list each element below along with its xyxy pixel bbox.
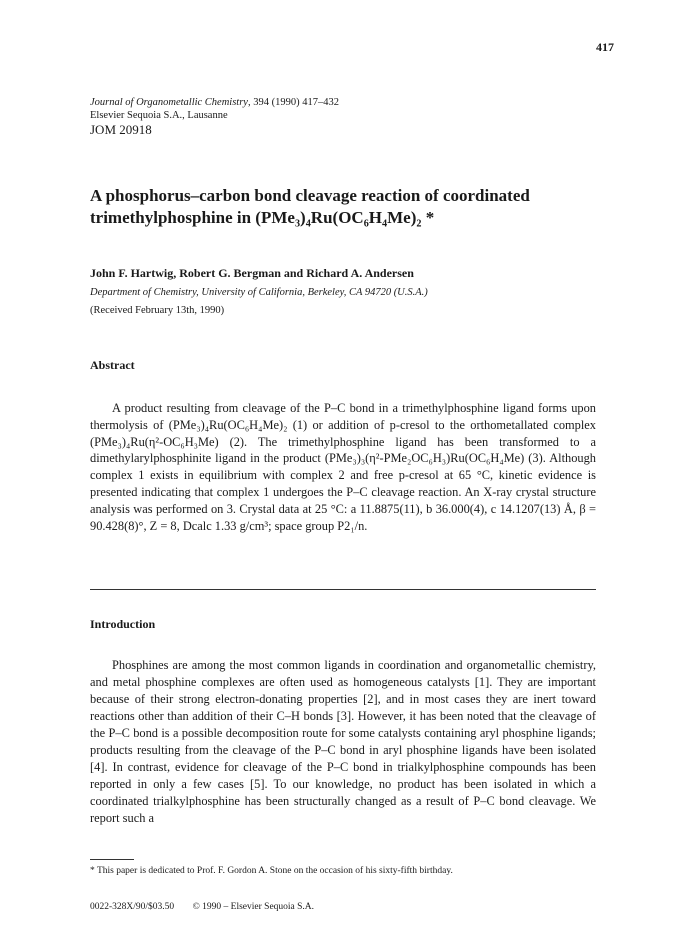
journal-info — [90, 96, 339, 122]
publisher: Elsevier Sequoia S.A., Lausanne — [90, 110, 228, 121]
journal-citation-line — [90, 96, 339, 109]
affiliation: Department of Chemistry, University of California, Berkeley, CA 94720 (U.S.A.) — [90, 287, 428, 298]
issn-price: 0022-328X/90/$03.50 — [90, 902, 175, 912]
article-title: A phosphorus–carbon bond cleavage reaction of coordinated trimethylphosphine in (PMe₃)₄Ru(OC₆H₄Me)₂ * — [90, 186, 530, 227]
abstract-text: A product resulting from cleavage of the P–C bond in a trimethylphosphine ligand forms upon thermolysis of (PMe₃)₄Ru(OC₆H₄Me)₂ (1) or addition of p-cresol to the orthometallated complex (PMe₃)₄Ru(η²-OC₆H₃Me) (2). The trimethylphosphine ligand has been transformed to a dimethylarylphosphinite ligand in the product (PMe₃)₃(η²-PMe₂OC₆H₃)Ru(OC₆H₄Me) (3). Although complex 1 exists in equilibrium with complex 2 and free p-cresol at 65 °C, kinetic evidence is presented indicating that complex 1 undergoes the P–C cleavage reaction. An X-ray crystal structure analysis was performed on 3. Crystal data at 25 °C: a 11.8875(11), b 36.000(4), c 14.1207(13) Å, β = 90.428(8)°, Z = 8, Dcalc 1.33 g/cm³; space group P2₁/n. — [90, 401, 596, 533]
introduction-heading: Introduction — [90, 617, 156, 631]
journal-name: Journal of Organometallic Chemistry — [90, 97, 248, 108]
section-divider — [90, 589, 596, 590]
page-number: 417 — [596, 40, 614, 54]
footnote: * This paper is dedicated to Prof. F. Gordon A. Stone on the occasion of his sixty-fifth birthday. — [90, 866, 453, 876]
footnote-divider — [90, 859, 134, 860]
copyright: © 1990 – Elsevier Sequoia S.A. — [192, 902, 315, 912]
introduction-text: Phosphines are among the most common ligands in coordination and organometallic chemistry, and metal phosphine complexes are often used as homogeneous catalysts [1]. They are important because of their strong electron-donating properties [2], and in most cases they are inert toward reactions other than addition of their C–H bonds [3]. However, it has been noted that the cleavage of the P–C bond is a possible decomposition route for some catalysts containing aryl phosphine ligands; products resulting from the cleavage of the P–C bond in aryl phosphine ligands have been isolated [4]. In contrast, evidence for cleavage of the P–C bond in trialkylphosphine compounds has been reported in only a few cases [5]. To our knowledge, no product has been isolated in which a coordinated trialkylphosphine has been structurally changed as a result of P–C bond cleavage. We report such a — [90, 658, 596, 825]
authors: John F. Hartwig, Robert G. Bergman and Richard A. Andersen — [90, 266, 414, 280]
abstract-heading: Abstract — [90, 358, 135, 372]
received-date: (Received February 13th, 1990) — [90, 305, 225, 316]
journal-citation: , 394 (1990) 417–432 — [247, 97, 339, 108]
page-footer — [90, 902, 330, 912]
journal-code: JOM 20918 — [90, 122, 152, 137]
